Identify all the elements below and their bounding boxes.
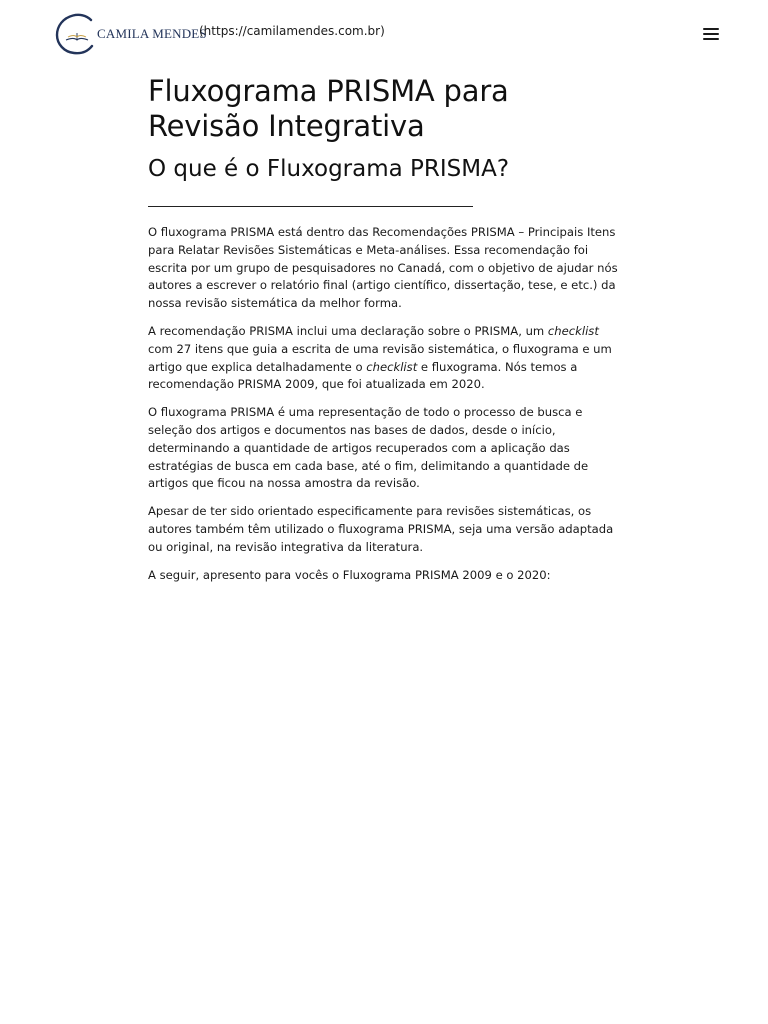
paragraph-2-part-c: com 27 itens que guia a escrita de uma revisão sistemática, o fluxograma e um artigo que explica detalhadamente o [148, 341, 612, 374]
paragraph-2-part-a: A recomendação PRISMA inclui uma declaração sobre o PRISMA, um [148, 323, 548, 338]
logo-text: CAMILA MENDES [97, 26, 207, 41]
checklist-emphasis: checklist [547, 323, 599, 338]
site-logo[interactable] [55, 13, 207, 55]
paragraph-2 [148, 323, 622, 394]
paragraph-1: O fluxograma PRISMA está dentro das Recomendações PRISMA – Principais Itens para Relatar Revisões Sistemáticas e Meta-análises. Essa recomendação foi escrita por um grupo de pesquisadores no Canadá, com o objetivo de ajudar nós autores a escrever o relatório final (artigo científico, dissertação, tese, e etc.) da nossa revisão sistemática da melhor forma. [148, 225, 618, 311]
site-header [0, 0, 768, 64]
checklist-emphasis: checklist [366, 359, 418, 374]
page-title: Fluxograma PRISMA para Revisão Integrativa [148, 74, 509, 143]
heading-divider [148, 206, 473, 207]
site-url-link[interactable]: (https://camilamendes.com.br) [199, 24, 385, 38]
paragraph-5: A seguir, apresento para vocês o Fluxograma PRISMA 2009 e o 2020: [148, 567, 551, 582]
logo-c-emblem-icon [55, 13, 97, 55]
paragraph-2-part-e: e fluxograma. Nós temos a recomendação PRISMA 2009, que foi atualizada em 2020. [148, 359, 578, 392]
article-content [148, 74, 622, 584]
paragraph-4: Apesar de ter sido orientado especificamente para revisões sistemáticas, os autores também têm utilizado o fluxograma PRISMA, seja uma versão adaptada ou original, na revisão integrativa da literatura. [148, 504, 614, 554]
section-heading: O que é o Fluxograma PRISMA? [148, 156, 510, 182]
paragraph-3: O fluxograma PRISMA é uma representação de todo o processo de busca e seleção dos artigos e documentos nas bases de dados, desde o início, determinando a quantidade de artigos recuperados com a aplicação das estratégias de busca em cada base, até o fim, delimitando a quantidade de artigos que ficou na nossa amostra da revisão. [148, 405, 589, 491]
hamburger-menu-icon[interactable] [700, 24, 722, 44]
